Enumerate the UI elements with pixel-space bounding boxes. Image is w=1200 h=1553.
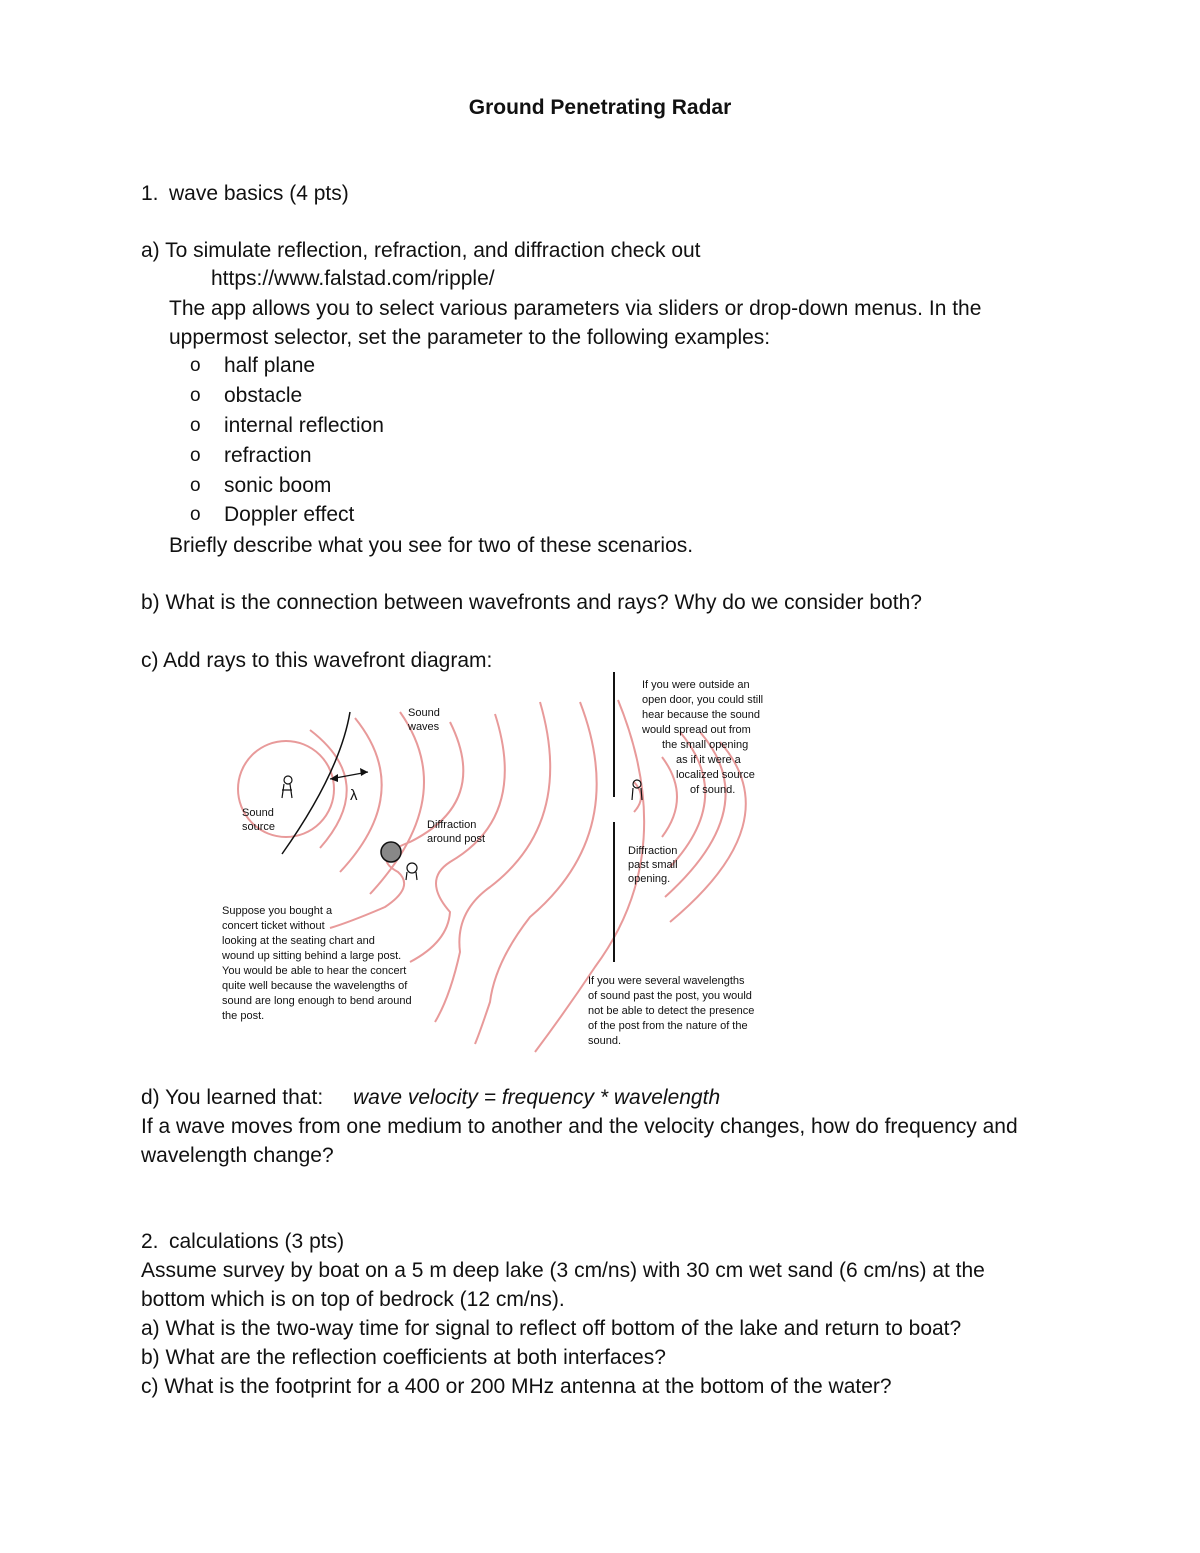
q1c-text: c) Add rays to this wavefront diagram: xyxy=(141,649,493,672)
note-several-wavelengths xyxy=(588,975,754,1047)
label-diffraction-post: Diffraction xyxy=(427,819,477,831)
q1d-text-2: wavelength change? xyxy=(141,1144,334,1167)
opening-wavefront xyxy=(662,757,677,837)
svg-text:Suppose you bought a: Suppose you bought a xyxy=(222,905,333,917)
label-sound-waves: Sound xyxy=(408,707,440,719)
svg-text:of sound.: of sound. xyxy=(690,784,736,796)
list-item: Doppler effect xyxy=(224,503,355,526)
q1d-text-1: If a wave moves from one medium to another and the velocity changes, how do frequency and xyxy=(141,1115,1018,1138)
q1a-intro: a) To simulate reflection, refraction, and diffraction check out xyxy=(141,239,701,262)
q1a-describe: Briefly describe what you see for two of these scenarios. xyxy=(169,534,694,557)
label-sound-source: Sound xyxy=(242,807,274,819)
svg-text:localized source: localized source xyxy=(676,769,755,781)
svg-text:of the post from the nature of: of the post from the nature of the xyxy=(588,1020,748,1032)
q2-intro-2: bottom which is on top of bedrock (12 cm/ns). xyxy=(141,1288,565,1311)
q1a-text-1: The app allows you to select various parameters via sliders or drop-down menus. In the xyxy=(169,297,982,320)
q2-intro-1: Assume survey by boat on a 5 m deep lake (3 cm/ns) with 30 cm wet sand (6 cm/ns) at the xyxy=(141,1259,985,1282)
note-open-door xyxy=(641,679,763,796)
label-diffraction-opening: Diffraction xyxy=(628,845,678,857)
list-item: refraction xyxy=(224,444,312,467)
list-item: obstacle xyxy=(224,384,303,407)
wavefront-arc xyxy=(370,712,424,894)
label-sound-source: source xyxy=(242,821,276,833)
page-title: Ground Penetrating Radar xyxy=(468,96,732,119)
list-bullet-icon: o xyxy=(190,355,201,376)
label-sound-waves: waves xyxy=(408,721,440,733)
q2c-text: c) What is the footprint for a 400 or 200 MHz antenna at the bottom of the water? xyxy=(141,1375,892,1398)
q1a-text-2: uppermost selector, set the parameter to the following examples: xyxy=(169,326,771,349)
list-item: internal reflection xyxy=(224,414,384,437)
ray-line xyxy=(282,712,350,854)
label-lambda: λ xyxy=(350,787,358,804)
q1b-text: b) What is the connection between wavefronts and rays? Why do we consider both? xyxy=(141,591,922,614)
q2-heading: calculations (3 pts) xyxy=(169,1230,345,1253)
arrowhead-icon xyxy=(360,768,368,776)
speaker-figure-icon xyxy=(282,776,292,798)
svg-text:as if it were a: as if it were a xyxy=(676,754,741,766)
list-bullet-icon: o xyxy=(190,385,201,406)
q1d-label: d) You learned that: xyxy=(141,1086,324,1109)
list-bullet-icon: o xyxy=(190,504,201,525)
list-item: half plane xyxy=(224,354,316,377)
svg-text:sound are long enough to bend: sound are long enough to bend around xyxy=(222,995,412,1007)
svg-text:sound.: sound. xyxy=(588,1035,622,1047)
svg-text:not be able to detect the pres: not be able to detect the presence xyxy=(588,1005,755,1017)
label-diffraction-opening: past small xyxy=(628,859,678,871)
svg-text:the post.: the post. xyxy=(222,1010,265,1022)
label-diffraction-opening: opening. xyxy=(628,873,671,885)
svg-text:the small opening: the small opening xyxy=(662,739,749,751)
note-concert xyxy=(221,905,412,1022)
svg-text:looking at the seating chart a: looking at the seating chart and xyxy=(222,935,375,947)
svg-text:If you were outside an: If you were outside an xyxy=(642,679,750,691)
list-item: sonic boom xyxy=(224,474,332,497)
svg-text:hear because the sound: hear because the sound xyxy=(642,709,761,721)
q1-heading: wave basics (4 pts) xyxy=(169,182,349,205)
list-bullet-icon: o xyxy=(190,415,201,436)
svg-text:would spread out from: would spread out from xyxy=(642,724,751,736)
wavefront-diagram xyxy=(200,672,800,1062)
q2-number: 2. xyxy=(141,1230,159,1253)
svg-text:open door, you could still: open door, you could still xyxy=(642,694,764,706)
list-bullet-icon: o xyxy=(190,475,201,496)
label-diffraction-post: around post xyxy=(427,833,486,845)
svg-text:wound up sitting behind a larg: wound up sitting behind a large post. xyxy=(222,950,402,962)
svg-text:quite well because the wavelen: quite well because the wavelengths of xyxy=(222,980,408,992)
simulator-link[interactable]: https://www.falstad.com/ripple/ xyxy=(211,267,495,290)
q2a-text: a) What is the two-way time for signal to reflect off bottom of the lake and return to boat? xyxy=(141,1317,962,1340)
listener-behind-post-icon xyxy=(406,863,417,880)
svg-text:of sound past the post, you w: of sound past the post, you would xyxy=(588,990,752,1002)
wavefront-arc xyxy=(435,702,550,1022)
q1-number: 1. xyxy=(141,182,159,205)
svg-text:concert ticket without: concert ticket without xyxy=(222,920,325,932)
svg-text:If you were several wavelength: If you were several wavelengths xyxy=(588,975,745,987)
svg-text:You would be able to hear the: You would be able to hear the concert xyxy=(222,965,407,977)
q1d-formula: wave velocity = frequency * wavelength xyxy=(353,1086,721,1109)
q2b-text: b) What are the reflection coefficients at both interfaces? xyxy=(141,1346,666,1369)
list-bullet-icon: o xyxy=(190,445,201,466)
post-icon xyxy=(381,842,401,862)
